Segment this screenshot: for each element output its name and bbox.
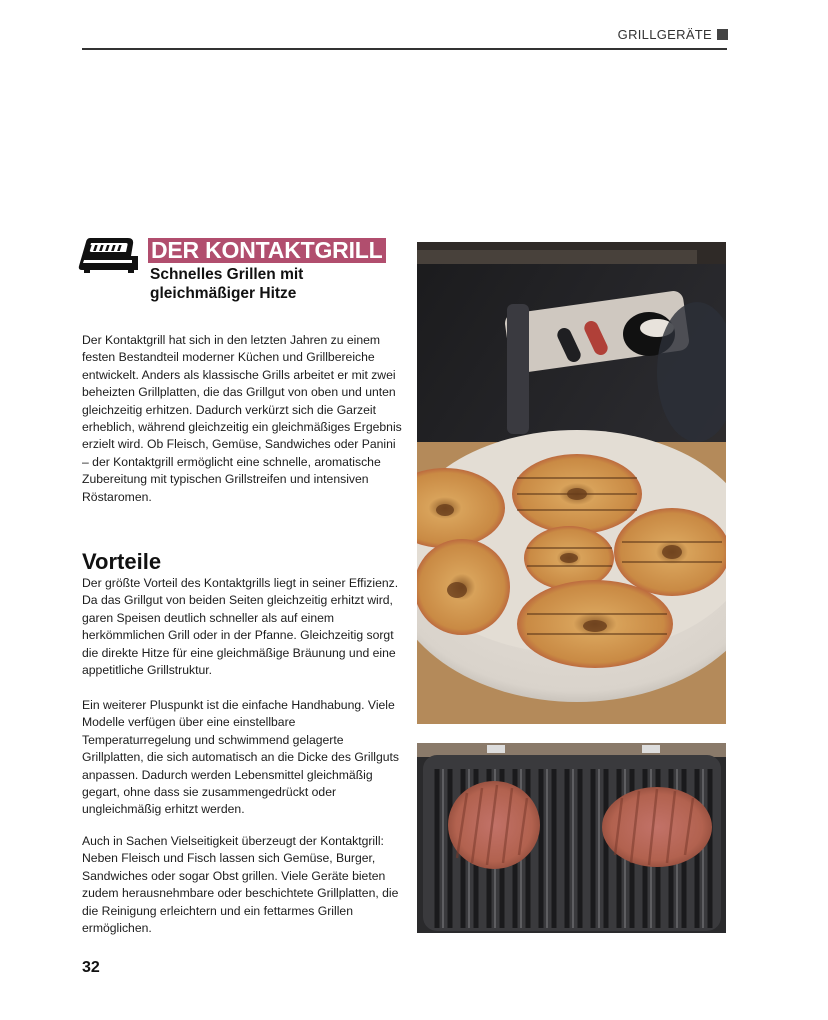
paragraph-text: Der größte Vorteil des Kontaktgrills liegt in seiner Effizienz. Da das Grillgut von beiden Seiten gleichzeitig erhitzt wird, garen Speisen deutlich schneller als auf einem herkömmlichen Grill oder in der Pfanne. Gleichzeitig sorgt die direkte Hitze für eine gleichmäßige Bräunung und eine appetitliche Grillstruktur. [82, 576, 399, 678]
body-paragraph [82, 833, 402, 937]
photo-grilled-apples [417, 242, 726, 724]
section-header [618, 27, 728, 42]
chapter-title: DER KONTAKTGRILL [148, 238, 386, 263]
intro-paragraph [82, 332, 402, 506]
body-paragraph [82, 575, 402, 679]
square-icon [717, 29, 728, 40]
paragraph-text: Ein weiterer Pluspunkt ist die einfache Handhabung. Viele Modelle verfügen über eine einstellbare Temperaturregelung und schwimmend gelagerte Grillplatten, die sich automatisch an die Dicke des Grillguts anpassen. Dadurch werden Lebensmittel gleichmäßig gegart, ohne dass sie zusammengedrückt oder ungleichmäßig erhitzt werden. [82, 698, 400, 817]
section-heading-vorteile: Vorteile [82, 549, 162, 574]
header-divider [82, 48, 727, 50]
chapter-subtitle: Schnelles Grillen mit gleichmäßiger Hitze [150, 266, 304, 302]
page-number: 32 [82, 959, 100, 976]
photo-burger-patties [417, 743, 726, 933]
paragraph-text: Auch in Sachen Vielseitigkeit überzeugt der Kontaktgrill: Neben Fleisch und Fisch lassen sich Gemüse, Burger, Sandwiches oder sogar Obst grillen. Viele Geräte bieten zudem herausnehmbare oder beschichtete Grillplatten, die die Reinigung erleichtern und ein fettarmes Grillen ermöglichen. [82, 834, 399, 936]
contact-grill-icon [78, 236, 140, 280]
intro-text: Der Kontaktgrill hat sich in den letzten Jahren zu einem festen Bestandteil moderner Küchen und Grillbereiche entwickelt. Anders als klassische Grills arbeitet er mit zwei beheizten Grillplatten, die das Grillgut von oben und unten gleichzeitig erhitzen. Dadurch verkürzt sich die Garzeit erheblich, während gleichzeitig ein gleichmäßiges Ergebnis erzielt wird. Ob Fleisch, Gemüse, Sandwiches oder Panini – der Kontaktgrill ermöglicht eine schnelle, aromatische Zubereitung mit typischen Grillstreifen und intensiven Röstaromen. [82, 333, 402, 504]
section-label: GRILLGERÄTE [617, 27, 712, 42]
body-paragraph [82, 697, 402, 819]
